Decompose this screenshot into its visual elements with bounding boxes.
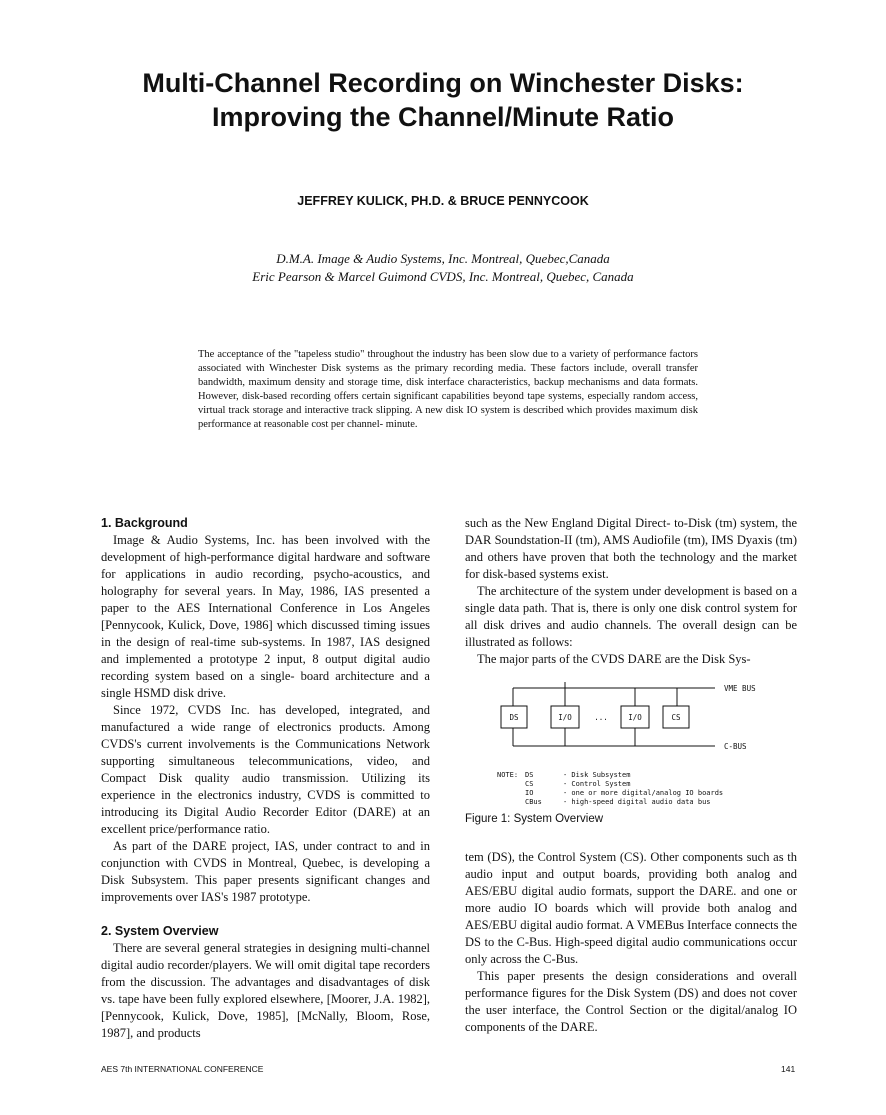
box-label-ellipsis: ... [594,713,608,722]
note-label: NOTE: [497,771,519,779]
vme-bus-label: VME BUS [724,684,756,693]
paragraph: This paper presents the design considerations and overall performance figures for the Disk System (DS) and does not cover the user interface, the Control Section or the digital/analog IO components of the DARE. [465,969,797,1034]
note-desc: - Control System [563,780,631,788]
note-desc: - high-speed digital audio data bus [563,798,711,806]
note-key: DS [525,771,534,779]
note-key: IO [525,789,534,797]
box-label-io-1: I/O [558,713,572,722]
title-line-2: Improving the Channel/Minute Ratio [211,102,674,132]
left-column [101,515,430,1042]
right-column-bottom [465,849,797,1036]
note-desc: - one or more digital/analog IO boards [563,789,724,797]
box-label-io-2: I/O [628,713,642,722]
c-bus-label: C-BUS [724,742,747,751]
note-key: CBus [525,798,542,806]
paragraph: As part of the DARE project, IAS, under contract to and in conjunction with CVDS in Montreal, Quebec, is developing a Disk Subsystem. This paper presents significant changes and improvements over IAS's 1987 prototype. [101,839,430,904]
note-key: CS [525,780,534,788]
authors: JEFFREY KULICK, PH.D. & BRUCE PENNYCOOK [297,194,589,208]
footer-conference: AES 7th INTERNATIONAL CONFERENCE [101,1064,264,1074]
abstract: The acceptance of the "tapeless studio" throughout the industry has been slow due to a variety of performance factors associated with Winchester Disk systems as the primary recording media. These factors include, overall transfer bandwidth, maximum density and storage time, disk interface characteristics, backup mechanisms and data formats. However, disk-based recording offers certain significant capabilities beyond tape systems, especially random access, virtual track storage and interactive track slipping. A new disk IO system is described which provides maximum disk performance at reasonable cost per channel- minute. [198,349,698,430]
paragraph: Image & Audio Systems, Inc. has been involved with the development of high-performance digital hardware and software for applications in audio recording, psycho-acoustics, and holography for several years. In May, 1986, IAS presented a paper to the AES International Conference in Los Angeles [Pennycook, Kulick, Dove, 1986] which discussed timing issues in the design of real-time sub-systems. In 1987, IAS designed and implemented a prototype 2 input, 8 output digital audio recording system based on a single- board architecture and a single HSMD disk drive. [101,533,430,700]
title-line-1: Multi-Channel Recording on Winchester Disks: [142,68,744,98]
page-number: 141 [781,1064,796,1074]
note-desc: - Disk Subsystem [563,771,631,779]
paper-title [0,66,886,134]
paragraph: tem (DS), the Control System (CS). Other components such as th audio input and output boards, providing both analog and AES/EBU digital audio formats, support the DARE. and one or more audio IO boards which will provide both analog and AES/EBU digital audio format. A VMEBus Interface connects the DS to the C-Bus. High-speed digital audio communications occur only across the C-Bus. [465,850,797,966]
box-label-ds: DS [509,713,519,722]
system-diagram [495,682,795,812]
affiliation-2: Eric Pearson & Marcel Guimond CVDS, Inc. Montreal, Quebec, Canada [252,269,634,284]
box-label-cs: CS [671,713,681,722]
diagram-svg [495,682,795,812]
affiliations [0,250,886,286]
paragraph: There are several general strategies in designing multi-channel digital audio recorder/players. We will omit digital tape recorders from the discussion. The advantages and disadvantages of disk vs. tape have been fully explored elsewhere, [Moorer, J.A. 1982], [Pennycook, Kulick, Dove, 1985], [McNally, Bloom, Rose, 1987], and products [101,941,430,1040]
paragraph: The architecture of the system under development is based on a single data path. That is, there is only one disk control system for all disk drives and audio channels. The overall design can be illustrated as follows: [465,584,797,649]
paragraph: The major parts of the CVDS DARE are the Disk Sys- [477,652,751,666]
figure-caption: Figure 1: System Overview [465,813,604,825]
section-heading-overview: 2. System Overview [101,924,219,938]
section-heading-background: 1. Background [101,516,188,530]
right-column-top [465,515,797,668]
paragraph: such as the New England Digital Direct- to-Disk (tm) system, the DAR Soundstation-II (tm), AMS Audiofile (tm), IMS Dyaxis (tm) and others have proven that both the technology and the market for disk-based systems exist. [465,516,797,581]
paragraph: Since 1972, CVDS Inc. has developed, integrated, and manufactured a wide range of electronics products. Among CVDS's current involvements is the Communications Network supporting simultaneous telecommunications, video, and Compact Disk quality audio transmission. Utilizing its experience in the electronics industry, CVDS is committed to introducing its Digital Audio Recorder Editor (DARE) at an excellent price/performance ratio. [101,703,430,836]
affiliation-1: D.M.A. Image & Audio Systems, Inc. Montreal, Quebec,Canada [276,251,610,266]
